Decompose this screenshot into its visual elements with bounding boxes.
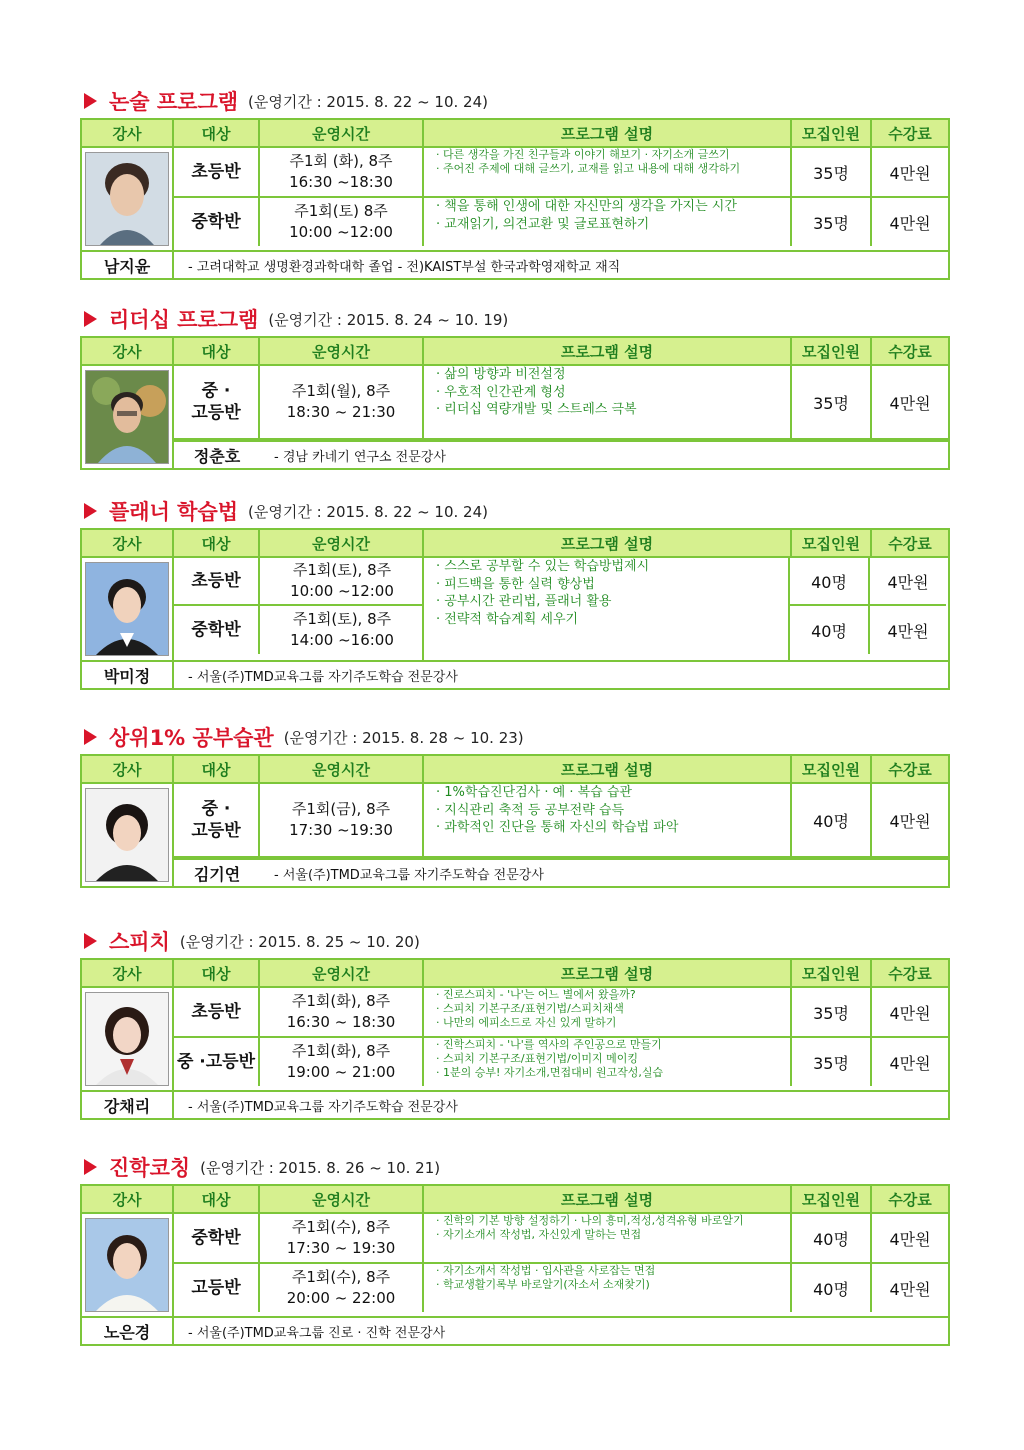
time-days: 주1회(화), 8주: [291, 992, 391, 1010]
table-row: [174, 558, 424, 606]
section-admission-coaching: [80, 1150, 948, 1346]
desc-line: · 교재읽기, 의견교환 및 글로표현하기: [436, 216, 650, 232]
target-line: 고등반: [191, 821, 241, 841]
triangle-bullet-icon: [84, 93, 97, 109]
target-cell: [174, 366, 260, 438]
triangle-bullet-icon: [84, 933, 97, 949]
time-days: 주1회(화), 8주: [291, 1042, 391, 1060]
target-cell: 초등반: [174, 988, 260, 1036]
header-fee: 수강료: [888, 760, 932, 779]
section-header: [80, 302, 948, 336]
target-cell: 고등반: [174, 1264, 260, 1312]
header-time: 운영시간: [260, 530, 424, 556]
instructor-footer: [82, 1090, 948, 1118]
desc-line: · 자기소개서 작성법 · 입사관을 사로잡는 면접: [436, 1264, 656, 1277]
header-instructor: 강사: [82, 338, 174, 364]
capacity-cell: 40명: [790, 606, 870, 654]
desc-line: · 책을 통해 인생에 대한 자신만의 생각을 가지는 시간: [436, 199, 737, 214]
desc-line: · 스스로 공부할 수 있는 학습방법제시: [436, 559, 650, 574]
desc-line: · 나만의 에피소드로 자신 있게 말하기: [436, 1015, 617, 1029]
instructor-photo: [85, 1218, 169, 1312]
section-period: (운영기간 : 2015. 8. 25 ~ 10. 20): [179, 932, 420, 951]
header-fee: 수강료: [888, 534, 932, 553]
instructor-photo: [85, 370, 169, 464]
instructor-footer: [82, 1316, 948, 1344]
section-period: (운영기간 : 2015. 8. 26 ~ 10. 21): [200, 1158, 441, 1177]
section-planner: [80, 494, 948, 690]
header-time: 운영시간: [260, 1186, 424, 1212]
section-period: (운영기간 : 2015. 8. 22 ~ 10. 24): [248, 92, 488, 111]
time-cell: [260, 1214, 424, 1262]
header-capacity: 모집인원: [792, 338, 872, 364]
time-cell: [260, 148, 424, 196]
header-desc: 프로그램 설명: [424, 756, 792, 782]
desc-line: · 공부시간 관리법, 플래너 활용: [436, 594, 612, 610]
time-cell: [260, 988, 424, 1036]
table-row: [174, 606, 424, 654]
header-fee: 수강료: [888, 124, 932, 143]
desc-cell: [424, 366, 792, 438]
header-desc: 프로그램 설명: [424, 530, 792, 556]
fee-cell: 4만원: [887, 572, 929, 592]
desc-line: · 지식관리 축적 등 공부전략 습득: [436, 802, 625, 818]
section-top-study-habits: [80, 720, 948, 888]
header-desc: 프로그램 설명: [424, 338, 792, 364]
instructor-footer: [82, 660, 948, 688]
target-cell: 중 ·고등반: [174, 1038, 260, 1086]
capacity-cell: 40명: [792, 784, 872, 856]
instructor-photo: [85, 562, 169, 656]
target-line: 고등반: [191, 403, 241, 423]
table-row: [174, 784, 948, 858]
header-time: 운영시간: [260, 960, 424, 986]
instructor-name: 강채리: [82, 1092, 174, 1118]
time-days: 주1회(토), 8주: [292, 610, 392, 628]
time-cell: [260, 198, 424, 246]
time-hours: 17:30 ~19:30: [289, 821, 393, 839]
section-title: 리더십 프로그램: [109, 308, 259, 332]
instructor-footer: [174, 858, 948, 886]
desc-cell: [422, 558, 790, 660]
triangle-bullet-icon: [84, 503, 97, 519]
desc-line: · 다른 생각을 가진 친구들과 이야기 해보기 · 자기소개 글쓰기: [436, 148, 730, 161]
program-table: [80, 754, 950, 888]
header-time: 운영시간: [260, 756, 424, 782]
header-desc: 프로그램 설명: [424, 960, 792, 986]
program-table: [80, 118, 950, 280]
section-leadership: [80, 302, 948, 470]
header-target: 대상: [174, 1186, 260, 1212]
table-row: [174, 148, 948, 198]
target-cell: 초등반: [174, 558, 260, 604]
section-header: [80, 494, 948, 528]
time-days: 주1회(금), 8주: [291, 800, 391, 818]
header-target: 대상: [174, 338, 260, 364]
target-cell: 중학반: [174, 198, 260, 246]
header-target: 대상: [174, 530, 260, 556]
desc-line: · 리더십 역량개발 및 스트레스 극복: [436, 402, 637, 418]
fee-cell: 4만원: [889, 163, 931, 183]
time-hours: 10:00 ~12:00: [289, 223, 393, 241]
table-header: [82, 530, 948, 558]
instructor-photo-cell: [82, 148, 174, 250]
desc-line: · 진학의 기본 방향 설정하기 · 나의 흥미,적성,성격유형 바로알기: [436, 1214, 744, 1227]
time-cell: [260, 784, 424, 856]
table-header: [82, 960, 948, 988]
instructor-footer: [174, 440, 948, 468]
table-header: [82, 338, 948, 366]
desc-line: · 1분의 승부! 자기소개,면접대비 원고작성,실습: [436, 1065, 664, 1079]
table-row: [790, 606, 946, 654]
table-row: [174, 198, 948, 246]
instructor-footer: [82, 250, 948, 278]
desc-line: · 피드백을 통한 실력 향상법: [436, 576, 595, 592]
instructor-photo-cell: [82, 558, 174, 660]
instructor-photo-cell: [82, 366, 174, 468]
desc-line: · 과학적인 진단을 통해 자신의 학습법 파악: [436, 820, 679, 836]
time-hours: 20:00 ~ 22:00: [286, 1289, 396, 1307]
time-hours: 19:00 ~ 21:00: [286, 1063, 396, 1081]
capacity-cell: 35명: [792, 1038, 872, 1086]
instructor-bio: - 서울(주)TMD교육그룹 자기주도학습 전문강사: [188, 669, 458, 685]
desc-cell: [424, 1214, 792, 1262]
target-line: 중 ·: [201, 380, 231, 401]
program-table: [80, 336, 950, 470]
section-essay: [80, 84, 948, 280]
table-row: [174, 1038, 948, 1086]
table-row: [174, 1214, 948, 1264]
fee-cell: 4만원: [889, 393, 931, 413]
section-speech: [80, 924, 948, 1120]
desc-line: · 1%학습진단검사 · 예 · 복습 습관: [436, 785, 632, 800]
capacity-cell: 35명: [792, 148, 872, 196]
desc-cell: [424, 148, 792, 196]
header-instructor: 강사: [82, 120, 174, 146]
time-hours: 16:30 ~18:30: [289, 173, 393, 191]
capacity-cell: 35명: [792, 366, 872, 438]
instructor-name: 노은경: [82, 1318, 174, 1344]
table-row: [174, 1264, 948, 1312]
section-period: (운영기간 : 2015. 8. 24 ~ 10. 19): [268, 310, 509, 329]
header-capacity: 모집인원: [792, 960, 872, 986]
desc-line: · 진로스피치 - '나'는 어느 별에서 왔을까?: [436, 988, 636, 1001]
target-line: 중 ·: [201, 798, 231, 819]
desc-line: · 스피치 기본구조/표현기법/스피치채색: [436, 1001, 624, 1015]
header-time: 운영시간: [260, 120, 424, 146]
table-header: [82, 1186, 948, 1214]
header-capacity: 모집인원: [792, 1186, 872, 1212]
instructor-bio: - 고려대학교 생명환경과학대학 졸업 - 전)KAIST부설 한국과학영재학교 재직: [188, 259, 621, 275]
instructor-bio: - 경남 카네기 연구소 전문강사: [274, 449, 446, 465]
instructor-photo: [85, 788, 169, 882]
header-time: 운영시간: [260, 338, 424, 364]
instructor-name: 박미정: [82, 662, 174, 688]
capacity-cell: 40명: [792, 1214, 872, 1262]
instructor-name: 김기연: [193, 864, 241, 884]
triangle-bullet-icon: [84, 311, 97, 327]
desc-line: · 삶의 방향과 비전설정: [436, 367, 566, 382]
section-header: [80, 84, 948, 118]
time-hours: 17:30 ~ 19:30: [286, 1239, 396, 1257]
header-instructor: 강사: [82, 960, 174, 986]
table-header: [82, 756, 948, 784]
header-instructor: 강사: [82, 530, 174, 556]
section-title: 스피치: [109, 930, 170, 954]
desc-line: · 학교생활기록부 바로알기(자소서 소재찾기): [436, 1277, 650, 1291]
time-hours: 16:30 ~ 18:30: [286, 1013, 396, 1031]
header-instructor: 강사: [82, 1186, 174, 1212]
header-target: 대상: [174, 960, 260, 986]
section-title: 상위1% 공부습관: [109, 726, 274, 750]
instructor-photo-cell: [82, 1214, 174, 1316]
fee-cell: 4만원: [889, 1229, 931, 1249]
header-capacity: 모집인원: [792, 530, 872, 556]
desc-cell: [424, 1038, 792, 1086]
time-days: 주1회(토) 8주: [294, 202, 388, 220]
desc-line: · 진학스피치 - '나'를 역사의 주인공으로 만들기: [436, 1038, 662, 1051]
instructor-photo: [85, 152, 169, 246]
desc-cell: [424, 784, 792, 856]
time-cell: [260, 1038, 424, 1086]
header-desc: 프로그램 설명: [424, 1186, 792, 1212]
header-fee: 수강료: [888, 1190, 932, 1209]
table-header: [82, 120, 948, 148]
section-title: 플래너 학습법: [109, 500, 239, 524]
time-days: 주1회 (화), 8주: [289, 152, 393, 170]
section-header: [80, 924, 948, 958]
section-header: [80, 720, 948, 754]
target-cell: 중학반: [174, 1214, 260, 1262]
header-target: 대상: [174, 756, 260, 782]
time-hours: 10:00 ~12:00: [290, 582, 394, 600]
instructor-bio: - 서울(주)TMD교육그룹 자기주도학습 전문강사: [188, 1099, 458, 1115]
target-cell: [174, 784, 260, 856]
header-desc: 프로그램 설명: [424, 120, 792, 146]
fee-cell: 4만원: [889, 213, 931, 233]
table-row: [790, 558, 946, 606]
desc-cell: [424, 988, 792, 1036]
target-cell: 중학반: [174, 606, 260, 654]
instructor-name: 정춘호: [193, 446, 241, 466]
instructor-photo: [85, 992, 169, 1086]
time-cell: [260, 366, 424, 438]
capacity-cell: 40명: [792, 1264, 872, 1312]
table-row: [174, 366, 948, 440]
time-cell: [260, 1264, 424, 1312]
program-table: [80, 1184, 950, 1346]
fee-cell: 4만원: [887, 621, 929, 641]
capacity-cell: 35명: [792, 198, 872, 246]
header-instructor: 강사: [82, 756, 174, 782]
instructor-bio: - 서울(주)TMD교육그룹 자기주도학습 전문강사: [274, 867, 544, 883]
instructor-photo-cell: [82, 784, 174, 886]
triangle-bullet-icon: [84, 1159, 97, 1175]
time-cell: [260, 558, 424, 604]
time-days: 주1회(월), 8주: [291, 382, 391, 400]
desc-cell: [424, 198, 792, 246]
header-capacity: 모집인원: [792, 120, 872, 146]
header-fee: 수강료: [888, 964, 932, 983]
instructor-bio: - 서울(주)TMD교육그룹 진로 · 진학 전문강사: [188, 1325, 446, 1341]
header-fee: 수강료: [888, 342, 932, 361]
section-title: 논술 프로그램: [109, 90, 239, 114]
desc-cell: [424, 1264, 792, 1312]
capacity-cell: 40명: [790, 558, 870, 604]
time-hours: 18:30 ~ 21:30: [286, 403, 396, 421]
program-table: [80, 528, 950, 690]
desc-line: · 스피치 기본구조/표현기법/이미지 메이킹: [436, 1051, 639, 1065]
table-row: [174, 988, 948, 1038]
desc-line: · 주어진 주제에 대해 글쓰기, 교재를 읽고 내용에 대해 생각하기: [436, 161, 741, 175]
time-days: 주1회(수), 8주: [291, 1268, 391, 1286]
section-period: (운영기간 : 2015. 8. 22 ~ 10. 24): [248, 502, 488, 521]
triangle-bullet-icon: [84, 729, 97, 745]
desc-line: · 자기소개서 작성법, 자신있게 말하는 면접: [436, 1227, 642, 1241]
fee-cell: 4만원: [889, 1279, 931, 1299]
section-header: [80, 1150, 948, 1184]
header-capacity: 모집인원: [792, 756, 872, 782]
section-period: (운영기간 : 2015. 8. 28 ~ 10. 23): [283, 728, 524, 747]
time-days: 주1회(수), 8주: [291, 1218, 391, 1236]
instructor-photo-cell: [82, 988, 174, 1090]
fee-cell: 4만원: [889, 811, 931, 831]
fee-cell: 4만원: [889, 1053, 931, 1073]
desc-line: · 우호적 인간관계 형성: [436, 384, 566, 400]
header-target: 대상: [174, 120, 260, 146]
instructor-name: 남지윤: [82, 252, 174, 278]
section-title: 진학코칭: [109, 1156, 191, 1180]
time-cell: [260, 606, 424, 654]
program-table: [80, 958, 950, 1120]
fee-cell: 4만원: [889, 1003, 931, 1023]
desc-line: · 전략적 학습계획 세우기: [436, 611, 579, 627]
time-days: 주1회(토), 8주: [292, 561, 392, 579]
target-cell: 초등반: [174, 148, 260, 196]
time-hours: 14:00 ~16:00: [290, 631, 394, 649]
capacity-cell: 35명: [792, 988, 872, 1036]
